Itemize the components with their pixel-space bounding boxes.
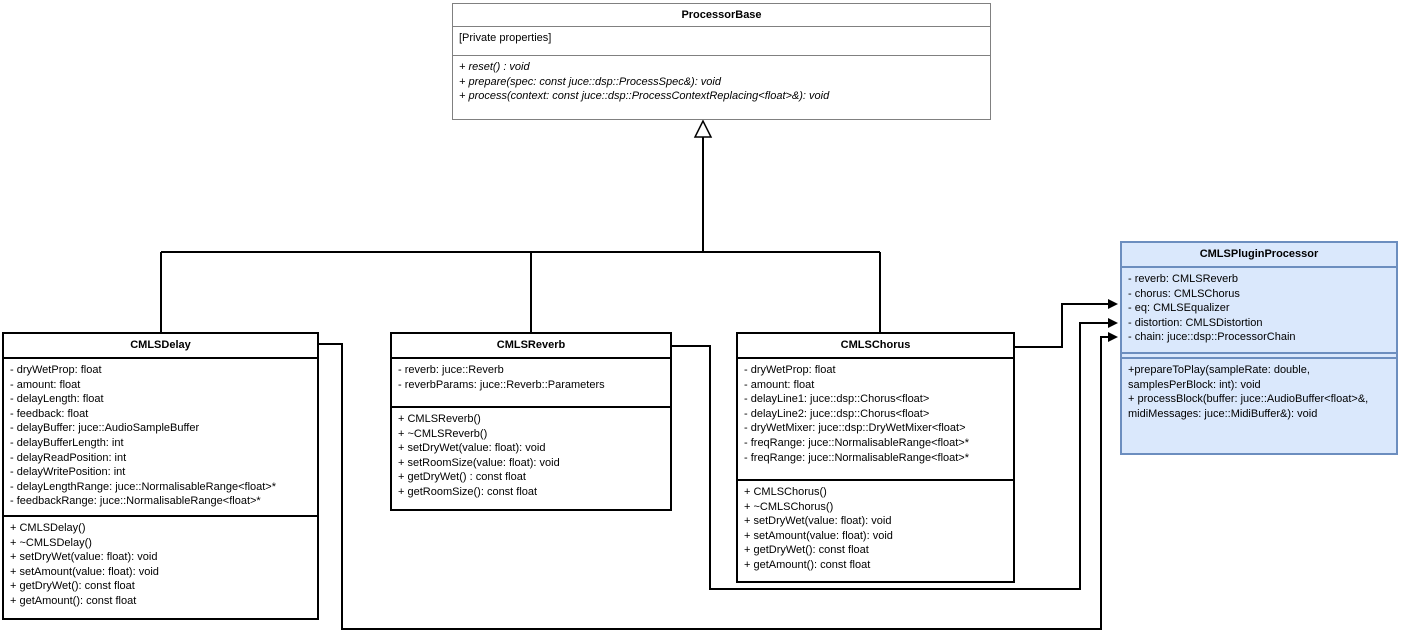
attributes-section [4,359,317,517]
class-title: CMLSPluginProcessor [1122,243,1396,268]
methods-section [4,517,317,618]
member-line: samplesPerBlock: int): void [1128,378,1261,391]
member-line: - delayBuffer: juce::AudioSampleBuffer [10,422,200,435]
generalization-connector [161,136,880,332]
member-line: - freqRange: juce::NormalisableRange<float>* [744,451,970,464]
member-line: - delayLength: float [10,393,104,406]
member-line: + process(context: const juce::dsp::ProcessContextReplacing<float>&): void [459,90,830,103]
member-line: - chain: juce::dsp::ProcessorChain [1128,331,1296,344]
member-line: +prepareToPlay(sampleRate: double, [1128,364,1310,376]
member-line: + ~CMLSReverb() [398,427,488,440]
attributes-section [453,27,990,56]
member-line: + getDryWet(): const float [744,544,869,557]
member-line: - freqRange: juce::NormalisableRange<float>* [744,436,970,449]
member-line: - delayLine2: juce::dsp::Chorus<float> [744,407,930,420]
member-line: - delayWritePosition: int [10,466,126,479]
methods-section [738,481,1013,581]
member-line: - amount: float [10,378,81,391]
member-line: - delayReadPosition: int [10,451,127,464]
member-line: - eq: CMLSEqualizer [1128,302,1230,315]
member-line: - reverb: juce::Reverb [398,364,504,376]
member-line: - delayLengthRange: juce::NormalisableRange<float>* [10,480,277,493]
member-line: + getRoomSize(): const float [398,485,538,498]
member-line: - reverb: CMLSReverb [1128,273,1239,285]
class-box-cmlschorus [736,332,1015,583]
class-box-cmlsdelay [2,332,319,620]
member-line: + CMLSChorus() [744,486,827,498]
member-line: + setRoomSize(value: float): void [398,456,560,469]
member-line: + setDryWet(value: float): void [398,442,546,455]
member-line: + reset() : void [459,61,530,73]
attributes-section [392,359,670,408]
member-line: + getAmount(): const float [10,594,137,607]
member-line: + CMLSReverb() [398,413,481,425]
member-line: + setDryWet(value: float): void [10,551,158,564]
methods-section [1122,359,1396,453]
methods-section [392,408,670,509]
member-line: + ~CMLSDelay() [10,536,92,549]
member-line: - dryWetProp: float [744,364,836,376]
member-line: [Private properties] [459,32,552,44]
member-line: + setAmount(value: float): void [744,529,893,542]
class-title: CMLSDelay [4,334,317,359]
member-line: - distortion: CMLSDistortion [1128,316,1263,329]
member-line: - dryWetProp: float [10,364,102,376]
member-line: + CMLSDelay() [10,522,86,534]
member-line: - chorus: CMLSChorus [1128,287,1240,300]
class-box-cmlsreverb [390,332,672,511]
methods-section [453,56,990,119]
attributes-section [1122,268,1396,354]
member-line: - amount: float [744,378,815,391]
association-chorus-to-plugin [1015,304,1110,347]
member-line: - reverbParams: juce::Reverb::Parameters [398,378,605,391]
class-box-processorbase [452,3,991,120]
class-title: CMLSReverb [392,334,670,359]
member-line: - dryWetMixer: juce::dsp::DryWetMixer<float> [744,422,966,435]
member-line: + getDryWet() : const float [398,471,526,484]
member-line: + prepare(spec: const juce::dsp::ProcessSpec&): void [459,75,721,88]
member-line: - delayBufferLength: int [10,436,124,449]
member-line: - feedback: float [10,407,89,420]
member-line: + getAmount(): const float [744,558,871,571]
member-line: + ~CMLSChorus() [744,500,834,513]
member-line: + setDryWet(value: float): void [744,515,892,528]
member-line: + setAmount(value: float): void [10,565,159,578]
class-title: CMLSChorus [738,334,1013,359]
attributes-section [738,359,1013,481]
member-line: midiMessages: juce::MidiBuffer&): void [1128,407,1318,420]
member-line: + getDryWet(): const float [10,580,135,593]
class-box-cmlspluginprocessor [1120,241,1398,455]
member-line: - delayLine1: juce::dsp::Chorus<float> [744,393,930,406]
member-line: + processBlock(buffer: juce::AudioBuffer<float>&, [1128,393,1369,406]
class-title: ProcessorBase [453,4,990,27]
generalization-triangle-icon [695,121,711,137]
member-line: - feedbackRange: juce::NormalisableRange<float>* [10,495,261,508]
